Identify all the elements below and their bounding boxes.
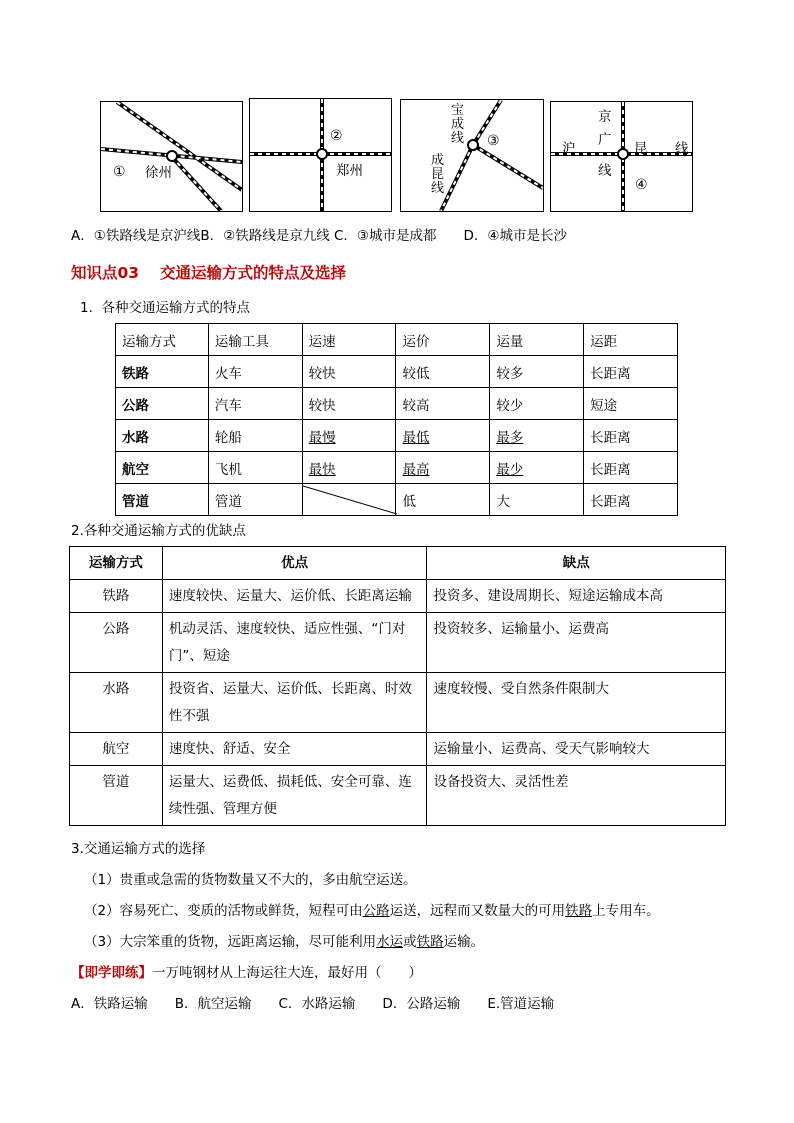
- keyword-rail: 铁路: [565, 903, 593, 919]
- table-cell: 较高: [396, 388, 490, 420]
- table-cell: 长距离: [584, 484, 678, 516]
- table-cell: 大: [490, 484, 584, 516]
- map-1-rail-lines: [101, 102, 242, 211]
- table-cell: 飞机: [208, 452, 302, 484]
- table-cell: 低: [396, 484, 490, 516]
- choice-item-2-text: 运送，远程而又数量大的可用: [389, 903, 566, 919]
- map-2: [249, 98, 392, 212]
- table-cell: 轮船: [208, 420, 302, 452]
- map-4-label-hu: 沪: [562, 141, 576, 157]
- map-2-number: ②: [330, 128, 343, 144]
- table-cell: 最快: [302, 452, 396, 484]
- header-cell: 运距: [584, 324, 678, 356]
- pros-cell: 机动灵活、速度较快、适应性强、“门对门”、短途: [162, 613, 427, 673]
- table-cell: 最高: [396, 452, 490, 484]
- keyword-road: 公路: [362, 903, 390, 919]
- table-cell: 长距离: [584, 452, 678, 484]
- table-row: [116, 420, 678, 452]
- cons-cell: 投资多、建设周期长、短途运输成本高: [427, 580, 726, 613]
- cons-cell: 运输量小、运费高、受天气影响较大: [427, 733, 726, 766]
- mode-cell: 航空: [116, 452, 209, 484]
- header-cell: 运输工具: [208, 324, 302, 356]
- table-row: [70, 613, 726, 673]
- choice-item-1: （1）贵重或急需的货物数量又不大的，多由航空运送。: [84, 872, 417, 888]
- subsection-2-title: 2.各种交通运输方式的优缺点: [71, 523, 246, 539]
- table-cell: 较快: [302, 356, 396, 388]
- pros-cell: 速度较快、运量大、运价低、长距离运输: [162, 580, 427, 613]
- table-row: [70, 733, 726, 766]
- pros-cell: 投资省、运量大、运价低、长距离、时效性不强: [162, 673, 427, 733]
- table-cell: 最低: [396, 420, 490, 452]
- table-row: [116, 388, 678, 420]
- choice-item-3: [84, 933, 484, 951]
- cons-cell: 设备投资大、灵活性差: [427, 766, 726, 826]
- features-table-header: [116, 324, 678, 356]
- map-3-line-chengkun: 成昆线: [431, 153, 445, 196]
- map-2-city: 郑州: [336, 163, 363, 179]
- map-4-label-jing: 京: [598, 109, 612, 125]
- table-cell: 短途: [584, 388, 678, 420]
- map-4-label-kun: 昆: [634, 141, 648, 157]
- header-cell: 运量: [490, 324, 584, 356]
- table-row: [116, 356, 678, 388]
- table-cell: 最少: [490, 452, 584, 484]
- table-row: [116, 484, 678, 516]
- choice-item-3-text: 或: [403, 934, 417, 950]
- cons-cell: 速度较慢、受自然条件限制大: [427, 673, 726, 733]
- map-1-city: 徐州: [145, 165, 172, 181]
- table-cell: 火车: [208, 356, 302, 388]
- map-4-label-guang: 广: [598, 132, 612, 148]
- table-cell: 汽车: [208, 388, 302, 420]
- mode-cell: 管道: [116, 484, 209, 516]
- pros-cons-header: [70, 547, 726, 580]
- table-cell: 较快: [302, 388, 396, 420]
- table-cell: 最多: [490, 420, 584, 452]
- header-cell: 运输方式: [70, 547, 163, 580]
- section-title: 知识点03 交通运输方式的特点及选择: [71, 264, 346, 282]
- diagonal-line: [303, 484, 397, 516]
- table-cell: 较多: [490, 356, 584, 388]
- map-1-number: ①: [113, 164, 126, 180]
- map-4-label-xian-bottom: 线: [598, 163, 612, 179]
- mode-cell: 管道: [70, 766, 163, 826]
- header-cell: 优点: [162, 547, 427, 580]
- header-cell: 缺点: [427, 547, 726, 580]
- choice-item-2-text: 上专用车。: [592, 903, 660, 919]
- table-cell: 较少: [490, 388, 584, 420]
- choice-item-3-text: 运输。: [443, 934, 485, 950]
- table-cell: 管道: [208, 484, 302, 516]
- subsection-3-title: 3.交通运输方式的选择: [71, 841, 206, 857]
- table-cell: 较低: [396, 356, 490, 388]
- table-row: [116, 452, 678, 484]
- map-3-rail-lines: [401, 100, 543, 211]
- table-cell: 长距离: [584, 356, 678, 388]
- map-3-number: ③: [487, 133, 500, 149]
- table-row: [70, 673, 726, 733]
- map-2-rail-lines: [250, 99, 391, 211]
- choice-item-2-text: （2）容易死亡、变质的活物或鲜货，短程可由: [84, 903, 363, 919]
- mode-cell: 水路: [116, 420, 209, 452]
- practice-question-text: 一万吨钢材从上海运往大连，最好用（ ）: [152, 965, 422, 981]
- header-cell: 运速: [302, 324, 396, 356]
- map-1: [100, 101, 243, 212]
- header-cell: 运价: [396, 324, 490, 356]
- map-3: [400, 99, 544, 212]
- map-4: [550, 101, 693, 212]
- subsection-1-title: 1. 各种交通运输方式的特点: [80, 300, 250, 316]
- map-4-number: ④: [635, 177, 648, 193]
- mode-cell: 公路: [70, 613, 163, 673]
- mode-cell: 铁路: [70, 580, 163, 613]
- question-options: A．①铁路线是京沪线B．②铁路线是京九线 C．③城市是成都 D．④城市是长沙: [71, 228, 568, 244]
- mode-cell: 公路: [116, 388, 209, 420]
- table-cell: 长距离: [584, 420, 678, 452]
- keyword-water: 水运: [376, 934, 404, 950]
- map-4-label-xian-right: 线: [675, 141, 689, 157]
- pros-cell: 运量大、运费低、损耗低、安全可靠、连续性强、管理方便: [162, 766, 427, 826]
- choice-item-3-text: （3）大宗笨重的货物，远距离运输，尽可能利用: [84, 934, 377, 950]
- table-cell: 最慢: [302, 420, 396, 452]
- diagonal-empty-cell: [302, 484, 396, 516]
- keyword-rail: 铁路: [416, 934, 444, 950]
- cons-cell: 投资较多、运输量小、运费高: [427, 613, 726, 673]
- mode-cell: 航空: [70, 733, 163, 766]
- pros-cell: 速度快、舒适、安全: [162, 733, 427, 766]
- features-table: [115, 323, 678, 516]
- table-row: [70, 766, 726, 826]
- choice-item-2: [84, 902, 660, 920]
- practice-question: [71, 964, 422, 982]
- practice-options: A．铁路运输 B．航空运输 C．水路运输 D．公路运输 E.管道运输: [71, 996, 555, 1012]
- map-3-line-baocheng: 宝成线: [451, 103, 465, 146]
- practice-tag: 【即学即练】: [71, 965, 152, 981]
- header-cell: 运输方式: [116, 324, 209, 356]
- table-row: [70, 580, 726, 613]
- mode-cell: 水路: [70, 673, 163, 733]
- mode-cell: 铁路: [116, 356, 209, 388]
- pros-cons-table: [69, 546, 726, 826]
